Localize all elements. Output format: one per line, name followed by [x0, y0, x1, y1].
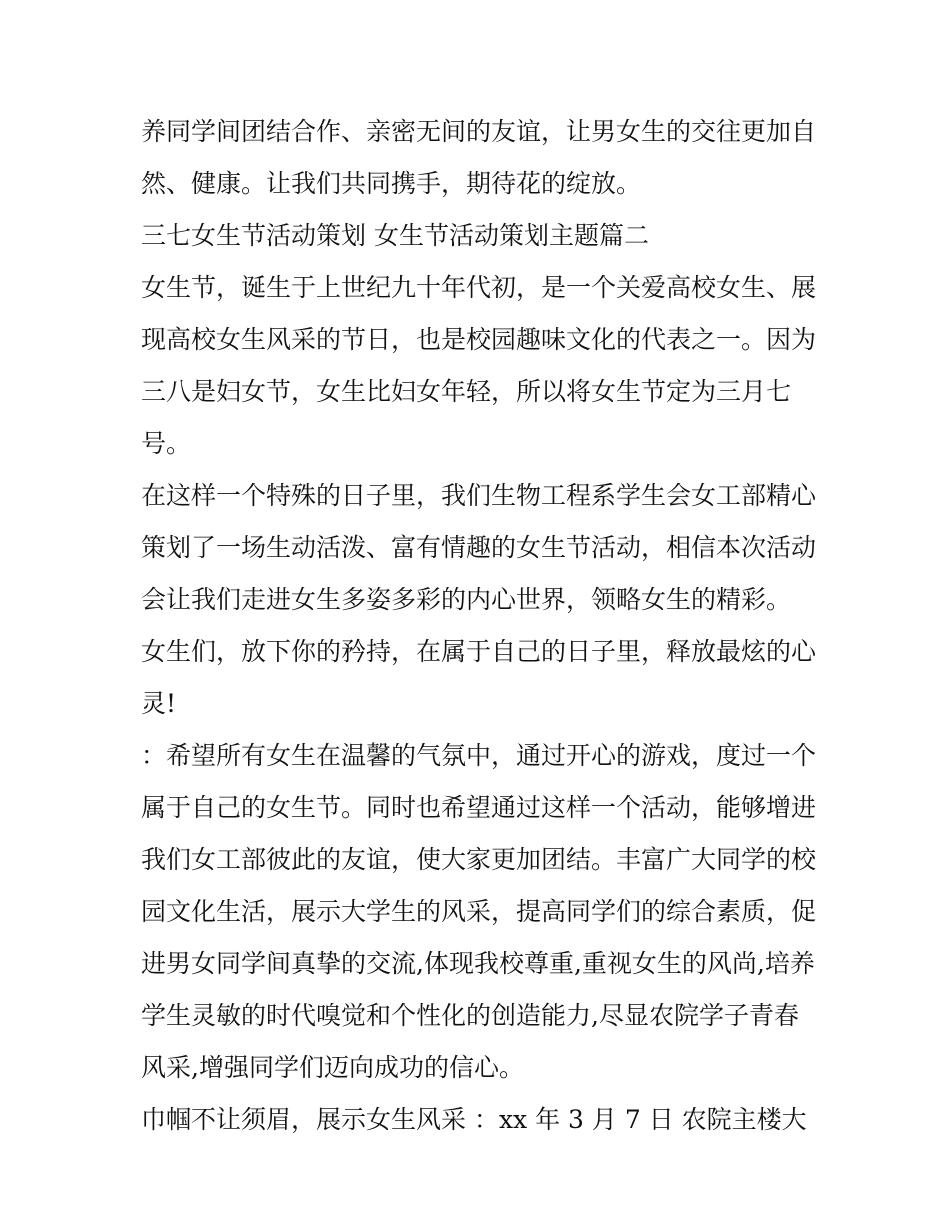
- text-line: 女生们，放下你的矜持，在属于自己的日子里，释放最炫的心: [141, 637, 817, 666]
- text-line: ：希望所有女生在温馨的气氛中，通过开心的游戏，度过一个: [141, 741, 817, 770]
- text-line: 学生灵敏的时代嗅觉和个性化的创造能力,尽显农院学子青春: [141, 1001, 799, 1030]
- text-line: 三八是妇女节，女生比妇女年轻，所以将女生节定为三月七: [141, 377, 792, 406]
- text-line: 策划了一场生动活泼、富有情趣的女生节活动，相信本次活动: [141, 533, 817, 562]
- text-line: 然、健康。让我们共同携手，期待花的绽放。: [141, 169, 642, 198]
- text-line: 女生节，诞生于上世纪九十年代初，是一个关爱高校女生、展: [141, 273, 817, 302]
- text-line: 进男女同学间真挚的交流,体现我校尊重,重视女生的风尚,培养: [141, 949, 815, 978]
- text-line: 灵!: [141, 689, 177, 718]
- text-line: 号。: [141, 429, 192, 458]
- document-body: [141, 106, 821, 1146]
- text-line: 会让我们走进女生多姿多彩的内心世界，领略女生的精彩。: [141, 585, 792, 614]
- text-line: 现高校女生风采的节日，也是校园趣味文化的代表之一。因为: [141, 325, 817, 354]
- text-line: 在这样一个特殊的日子里，我们生物工程系学生会女工部精心: [141, 481, 817, 510]
- text-line: 风采,增强同学们迈向成功的信心。: [141, 1053, 524, 1082]
- text-line: 我们女工部彼此的友谊，使大家更加团结。丰富广大同学的校: [141, 845, 817, 874]
- text-line: 巾帼不让须眉，展示女生风采 ：xx 年 3 月 7 日 农院主楼大: [141, 1105, 807, 1134]
- section-heading: 三七女生节活动策划 女生节活动策划主题篇二: [141, 221, 649, 250]
- text-line: 属于自己的女生节。同时也希望通过这样一个活动，能够增进: [141, 793, 817, 822]
- text-line: 养同学间团结合作、亲密无间的友谊，让男女生的交往更加自: [141, 117, 817, 146]
- text-line: 园文化生活，展示大学生的风采，提高同学们的综合素质，促: [141, 897, 817, 926]
